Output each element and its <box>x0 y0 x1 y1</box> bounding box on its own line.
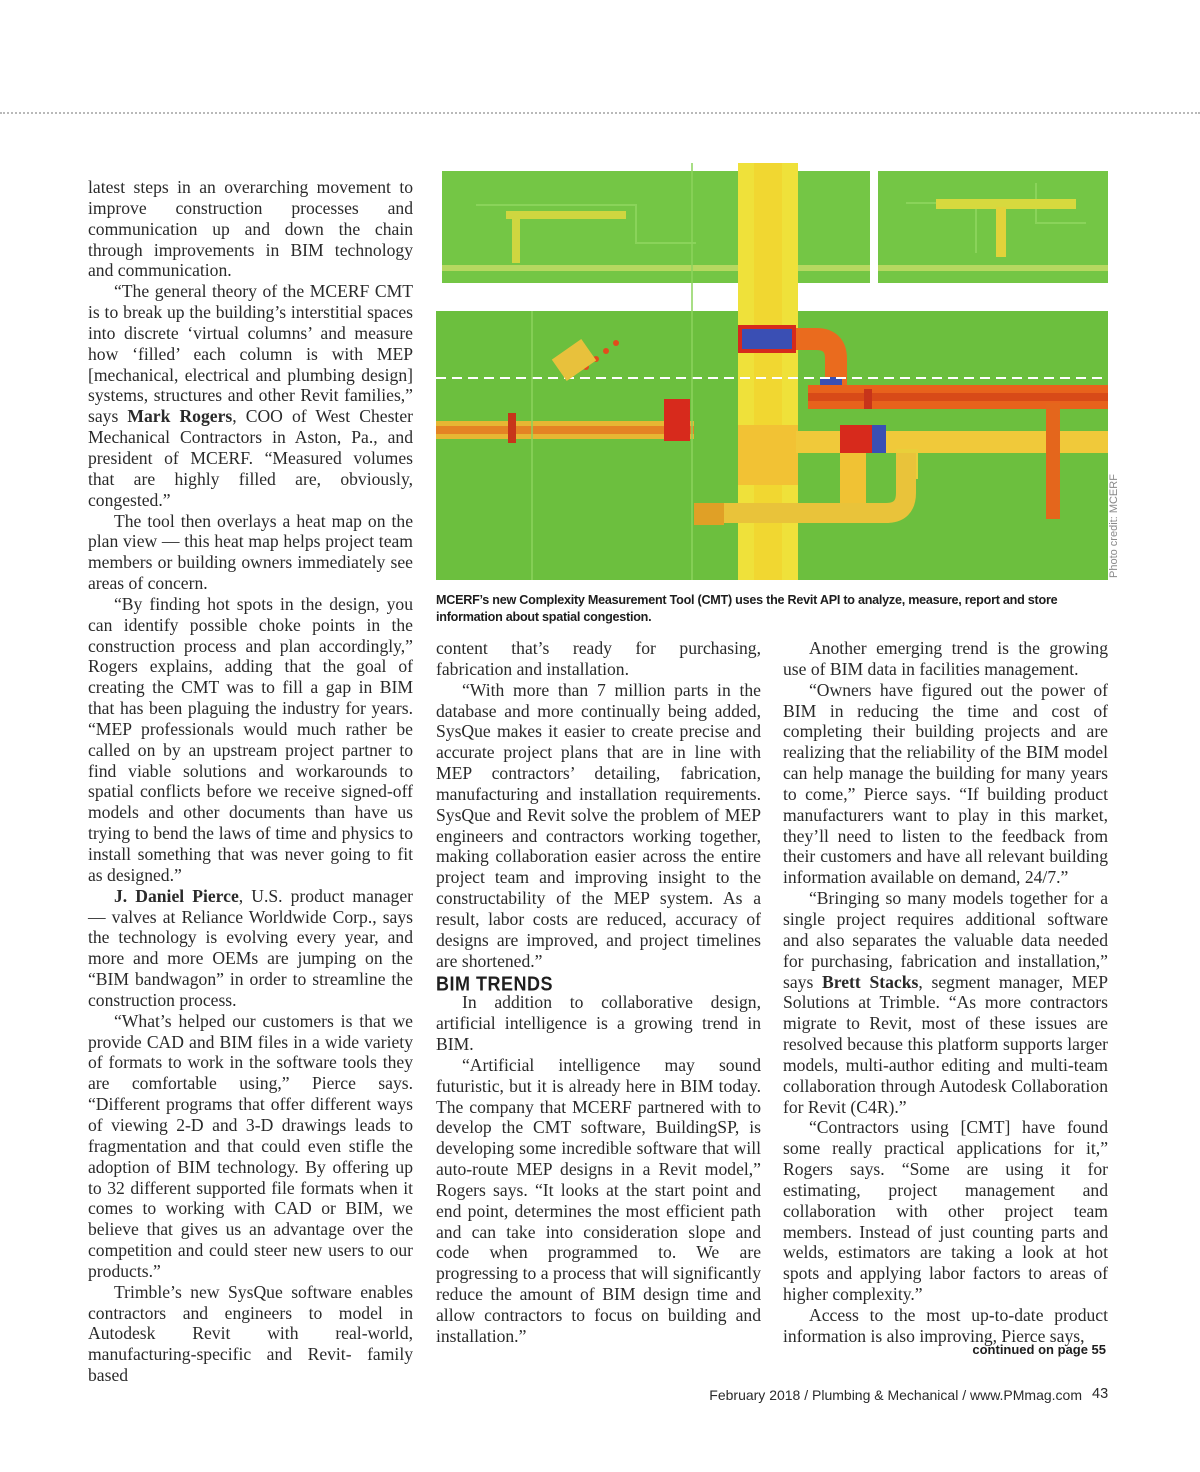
paragraph: Trimble’s new SysQue software enables contractors and engineers to model in Autodesk Revit with real-world, manufacturing-specific and Revit- family based <box>88 1281 413 1386</box>
paragraph: Another emerging trend is the growing use of BIM data in facilities management. <box>783 638 1108 679</box>
paragraph: Access to the most up-to-date product information is also improving, Pierce says, <box>783 1305 1108 1346</box>
heatmap-illustration <box>436 163 1108 580</box>
person-name: J. Daniel Pierce <box>114 885 239 906</box>
paragraph: “By finding hot spots in the design, you can identify possible choke points in the construction process and plan accordingly,” Rogers explains, adding that the goal of creating the CMT was to fill a gap in BIM that has been plaguing the industry for years. “MEP professionals would much rather be called on by an upstream project partner to find viable solutions and workarounds to spatial conflicts before we receive signed-off models and other documents than have us trying to bend the laws of time and physics to install something that was never going to fit as designed.” <box>88 593 413 885</box>
figure-caption: MCERF’s new Complexity Measurement Tool (CMT) uses the Revit API to analyze, measure, report and store information about spatial congestion. <box>436 593 1058 624</box>
paragraph: “Bringing so many models together for a single project requires additional software and also separates the valuable data needed for purchasing, fabrication and installation,” says Brett Stacks, segment manager, MEP Solutions at Trimble. “As more contractors migrate to Revit, most of these issues are resolved because this platform supports larger models, multi-author editing and multi-team collaboration through Autodesk Collaboration for Revit (C4R).” <box>783 888 1108 1117</box>
article-column-1 <box>88 177 413 1386</box>
article-column-2 <box>436 638 761 1347</box>
paragraph: “Artificial intelligence may sound futuristic, but it is already here in BIM today. The company that MCERF partnered with to develop the CMT software, BuildingSP, is developing some incredible software that will auto-route MEP designs in a Revit model,” Rogers says. “It looks at the start point and end point, determines the most efficient path and can take into consideration slope and code when programmed to. We are progressing to a process that will significantly reduce the amount of BIM design time and allow contractors to focus on building and installation.” <box>436 1054 761 1346</box>
paragraph: latest steps in an overarching movement to improve construction processes and communication up and down the chain through improvements in BIM technology and communication. <box>88 177 413 281</box>
paragraph: “What’s helped our customers is that we provide CAD and BIM files in a wide variety of formats to work in the software tools they are comfortable using,” Pierce says. “Different programs that offer different ways of viewing 2-D and 3-D drawings leads to fragmentation and that could even stifle the adoption of BIM technology. By offering up to 32 different supported file formats when it comes to working with CAD or BIM, we believe that gives us an advantage over the competition and could steer new users to our products.” <box>88 1010 413 1281</box>
photo-credit: Photo credit: MCERF <box>1108 474 1120 578</box>
paragraph: “Owners have figured out the power of BIM in reducing the time and cost of completing their building projects and are realizing that the reliability of the BIM model can help manage the building for many years to come,” Pierce says. “If building product manufacturers want to play in this market, they’ll need to listen to the feedback from their customers and have all relevant building information available on demand, 24/7.” <box>783 679 1108 888</box>
paragraph: J. Daniel Pierce, U.S. product manager — valves at Reliance Worldwide Corp., says the technology is evolving every year, and more and more OEMs are jumping on the “BIM bandwagon” in order to streamline the construction process. <box>88 885 413 1010</box>
page-number: 43 <box>1092 1386 1109 1402</box>
paragraph: content that’s ready for purchasing, fabrication and installation. <box>436 638 761 679</box>
heatmap-photo <box>436 163 1108 580</box>
person-name: Mark Rogers <box>127 406 233 427</box>
continued-note: continued on page 55 <box>972 1342 1106 1357</box>
paragraph: In addition to collaborative design, artificial intelligence is a growing trend in BIM. <box>436 992 761 1055</box>
page-footer: February 2018 / Plumbing & Mechanical / www.PMmag.com <box>709 1387 1082 1403</box>
section-heading: BIM TRENDS <box>436 971 553 995</box>
paragraph: The tool then overlays a heat map on the plan view — this heat map helps project team members or building owners immediately see areas of concern. <box>88 510 413 594</box>
paragraph: “With more than 7 million parts in the database and more continually being added, SysQue makes it easier to create precise and accurate project plans that are in line with MEP contractors’ detailing, fabrication, manufacturing and installation requirements. SysQue and Revit solve the problem of MEP engineers and contractors working together, making collaboration easier across the entire project team and improving insight to the constructability of the MEP system. As a result, labor costs are reduced, accuracy of designs are improved, and project timelines are shortened.” <box>436 679 761 971</box>
person-name: Brett Stacks <box>822 971 919 992</box>
paragraph: “The general theory of the MCERF CMT is to break up the building’s interstitial spaces into discrete ‘virtual columns’ and measure how ‘filled’ each column is with MEP [mechanical, electrical and plumbing design] systems, structures and other Revit families,” says Mark Rogers, COO of West Chester Mechanical Contractors in Aston, Pa., and president of MCERF. “Measured volumes that are highly filled are, obviously, congested.” <box>88 281 413 510</box>
article-column-3 <box>783 638 1108 1347</box>
paragraph: “Contractors using [CMT] have found some really practical applications for it,” Rogers says. “Some are using it for estimating, project management and collaboration with other project team members. Instead of just counting parts and welds, estimators are taking a look at hot spots and applying labor factors to areas of higher complexity.” <box>783 1117 1108 1305</box>
top-dotted-rule <box>0 112 1200 114</box>
